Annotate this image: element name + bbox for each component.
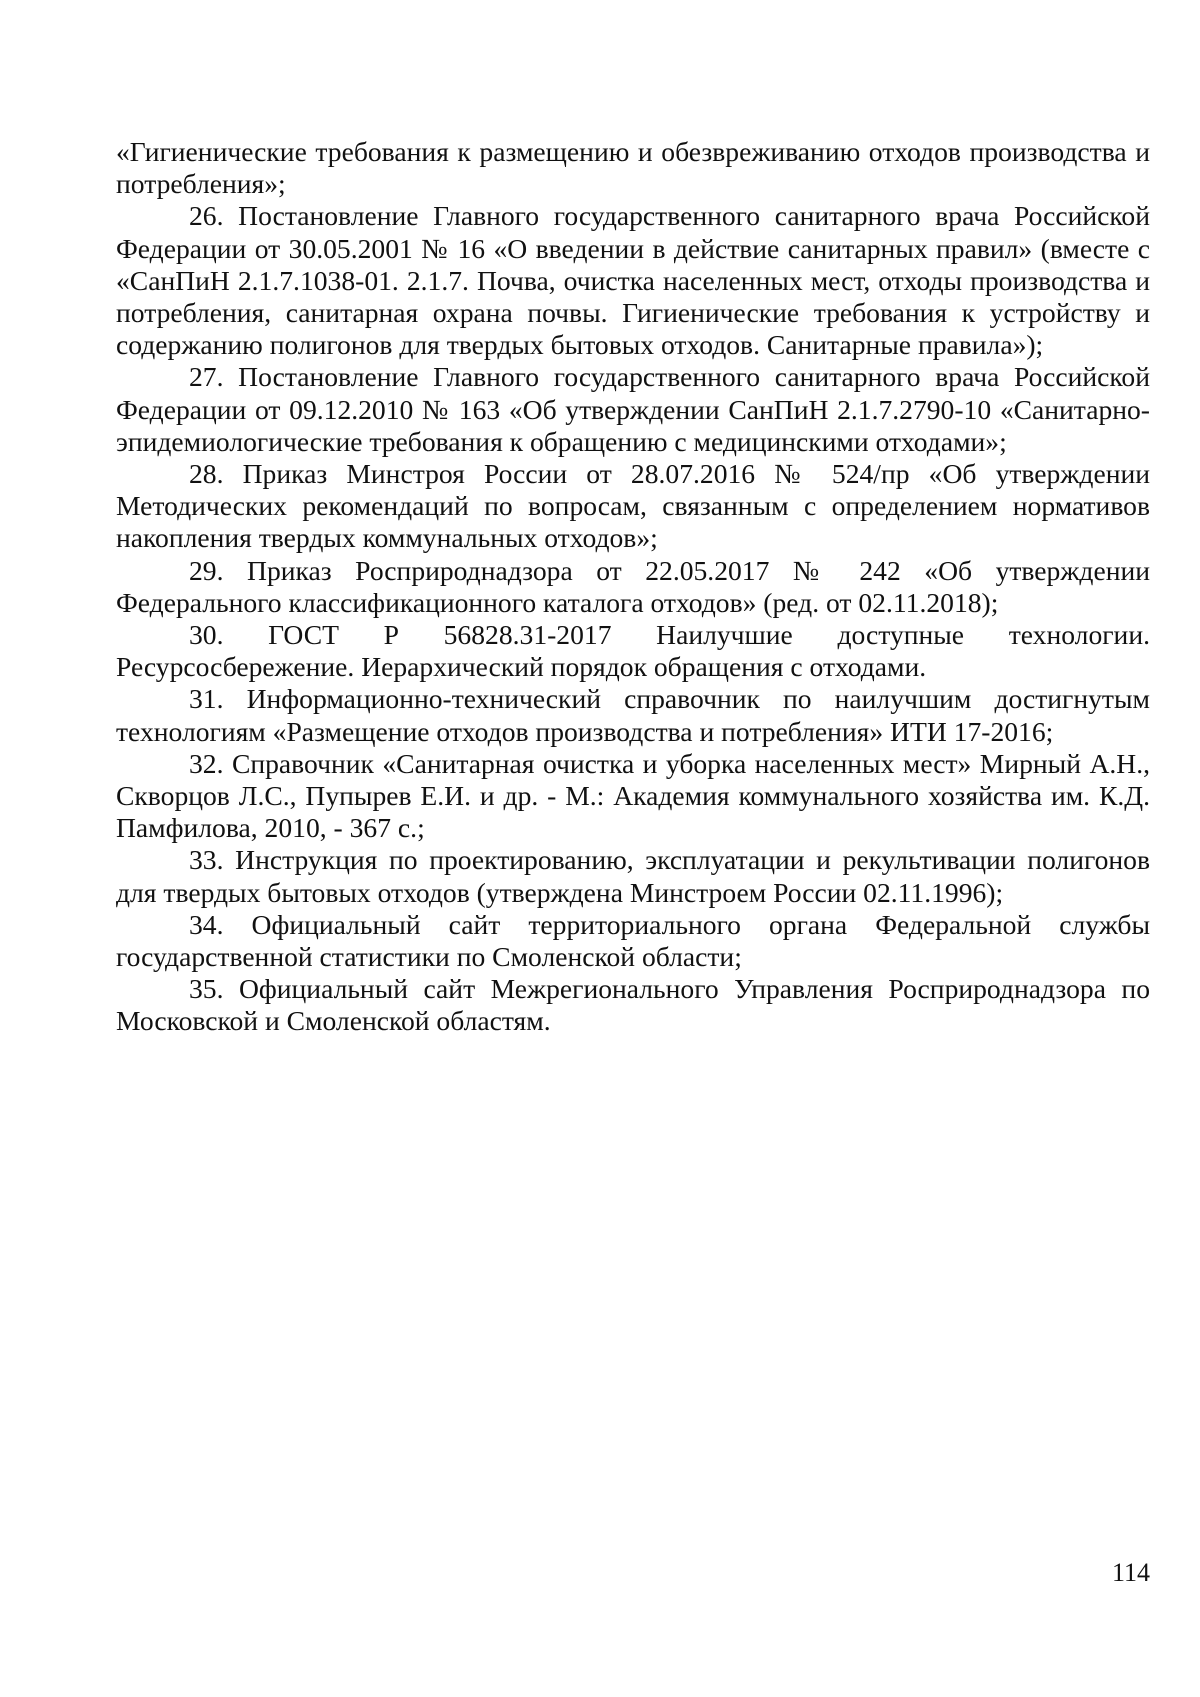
- reference-continuation: «Гигиенические требования к размещению и обезвреживанию отходов производства и потребления»;: [116, 136, 1150, 200]
- reference-item-32: 32. Справочник «Санитарная очистка и уборка населенных мест» Мирный А.Н., Скворцов Л.С., Пупырев Е.И. и др. - М.: Академия коммунального хозяйства им. К.Д. Памфилова, 2010, - 367 с.;: [116, 747, 1150, 844]
- reference-item-35: 35. Официальный сайт Межрегионального Управления Росприроднадзора по Московской и Смоленской областям.: [116, 973, 1150, 1037]
- reference-item-34: 34. Официальный сайт территориального органа Федеральной службы государственной статистики по Смоленской области;: [116, 908, 1150, 973]
- page-number: 114: [1111, 1558, 1150, 1587]
- reference-item-31: 31. Информационно-технический справочник по наилучшим достигнутым технологиям «Размещение отходов производства и потребления» ИТИ 17-2016;: [116, 683, 1150, 747]
- reference-item-30: 30. ГОСТ Р 56828.31-2017 Наилучшие доступные технологии. Ресурсосбережение. Иерархический порядок обращения с отходами.: [116, 619, 1150, 683]
- reference-item-27: 27. Постановление Главного государственного санитарного врача Российской Федерации от 09.12.2010 № 163 «Об утверждении СанПиН 2.1.7.2790-10 «Санитарно-эпидемиологические требования к обращению с медицинскими отходами»;: [116, 361, 1150, 457]
- reference-item-33: 33. Инструкция по проектированию, эксплуатации и рекультивации полигонов для твердых бытовых отходов (утверждена Минстроем России 02.11.1996);: [116, 844, 1150, 908]
- references-list: [116, 136, 1150, 1038]
- reference-item-28: 28. Приказ Минстроя России от 28.07.2016 № 524/пр «Об утверждении Методических рекомендаций по вопросам, связанным с определением нормативов накопления твердых коммунальных отходов»;: [116, 458, 1150, 554]
- reference-item-29: 29. Приказ Росприроднадзора от 22.05.2017 № 242 «Об утверждении Федерального классификационного каталога отходов» (ред. от 02.11.2018);: [116, 554, 1150, 618]
- reference-item-26: 26. Постановление Главного государственного санитарного врача Российской Федерации от 30.05.2001 № 16 «О введении в действие санитарных правил» (вместе с «СанПиН 2.1.7.1038-01. 2.1.7. Почва, очистка населенных мест, отходы производства и потребления, санитарная охрана почвы. Гигиенические требования к устройству и содержанию полигонов для твердых бытовых отходов. Санитарные правила»);: [116, 200, 1150, 361]
